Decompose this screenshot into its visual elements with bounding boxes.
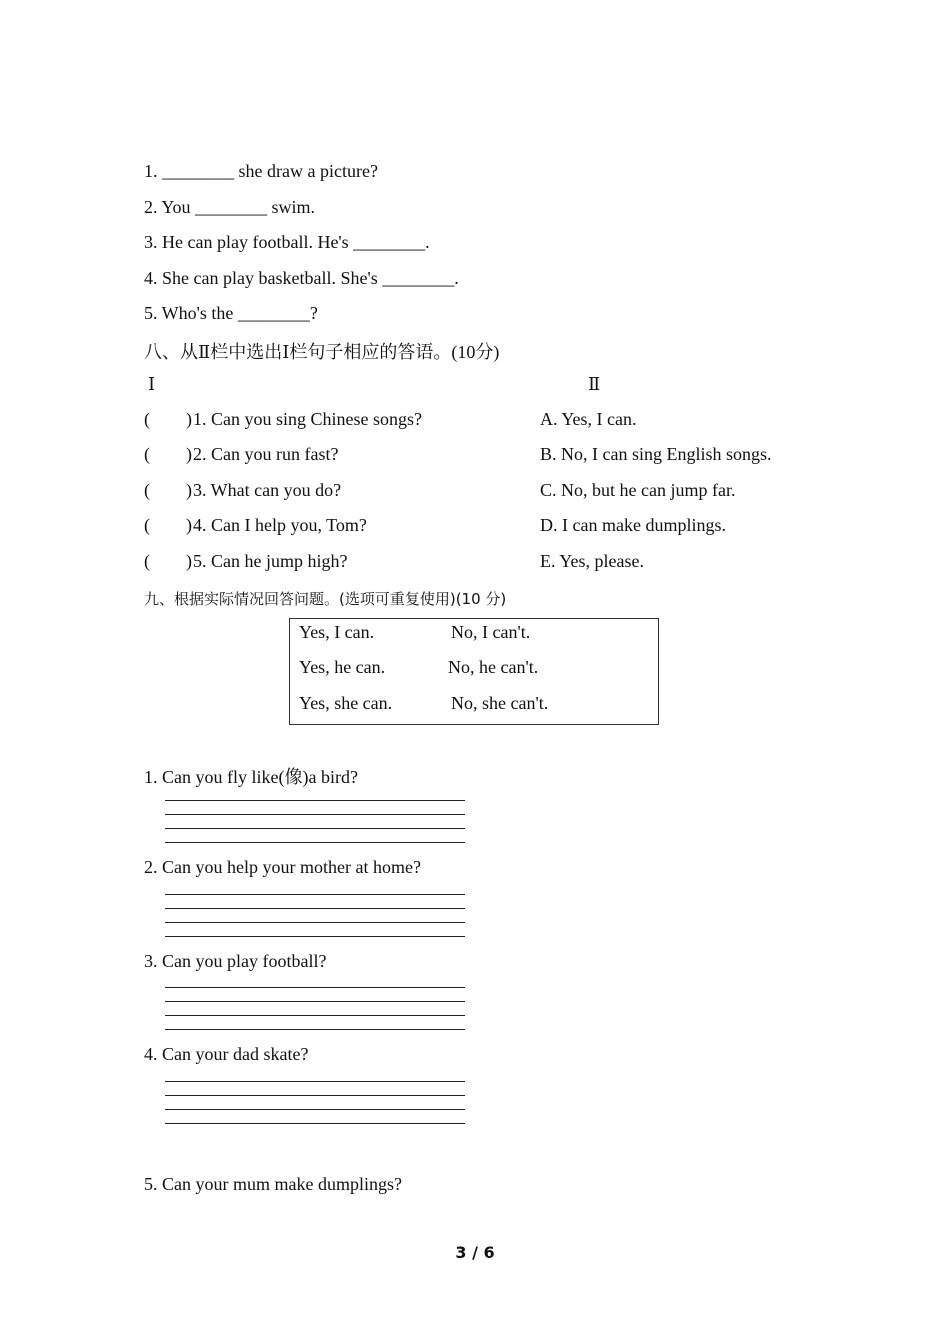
blank-item-5: 5. Who's the ________? [144,303,318,323]
match-answer-d: D. I can make dumplings. [540,515,726,535]
writing-line [165,922,465,923]
column-2-header: Ⅱ [588,374,601,394]
options-box [289,618,659,725]
match-question-5: 5. Can he jump high? [193,551,348,571]
page-number: 3 / 6 [455,1243,495,1262]
writing-line [165,814,465,815]
match-answer-b: B. No, I can sing English songs. [540,444,772,464]
writing-line [165,1095,465,1096]
writing-line [165,828,465,829]
section9-heading: 九、根据实际情况回答问题。(选项可重复使用)(10 分) [144,590,507,608]
writing-line [165,1029,465,1030]
option-yes-she: Yes, she can. [299,693,393,713]
paren-open: ( [144,409,150,429]
match-question-1: 1. Can you sing Chinese songs? [193,409,422,429]
match-answer-a: A. Yes, I can. [540,409,637,429]
option-yes-i: Yes, I can. [299,622,375,642]
answer-question-4: 4. Can your dad skate? [144,1044,309,1064]
blank-item-4: 4. She can play basketball. She's ________. [144,268,459,288]
paren-close: ) [186,515,192,535]
match-question-3: 3. What can you do? [193,480,342,500]
writing-line [165,1109,465,1110]
paren-close: ) [186,409,192,429]
column-1-header: Ⅰ [148,374,156,394]
writing-line [165,987,465,988]
option-no-he: No, he can't. [448,657,539,677]
blank-item-2: 2. You ________ swim. [144,197,316,217]
writing-line [165,1001,465,1002]
paren-open: ( [144,551,150,571]
option-yes-he: Yes, he can. [299,657,386,677]
paren-open: ( [144,444,150,464]
answer-question-3: 3. Can you play football? [144,951,327,971]
paren-open: ( [144,480,150,500]
paren-open: ( [144,515,150,535]
writing-line [165,936,465,937]
match-question-2: 2. Can you run fast? [193,444,339,464]
writing-line [165,842,465,843]
answer-question-5: 5. Can your mum make dumplings? [144,1174,402,1194]
paren-close: ) [186,480,192,500]
writing-line [165,894,465,895]
writing-line [165,908,465,909]
answer-question-2: 2. Can you help your mother at home? [144,857,421,877]
match-question-4: 4. Can I help you, Tom? [193,515,367,535]
writing-line [165,1015,465,1016]
match-answer-e: E. Yes, please. [540,551,644,571]
option-no-i: No, I can't. [451,622,531,642]
writing-line [165,1081,465,1082]
answer-question-1: 1. Can you fly like(像)a bird? [144,767,358,787]
section8-heading: 八、从Ⅱ栏中选出Ⅰ栏句子相应的答语。(10分) [144,342,500,362]
option-no-she: No, she can't. [451,693,549,713]
match-answer-c: C. No, but he can jump far. [540,480,736,500]
writing-line [165,800,465,801]
paren-close: ) [186,551,192,571]
writing-line [165,1123,465,1124]
paren-close: ) [186,444,192,464]
blank-item-3: 3. He can play football. He's ________. [144,232,430,252]
blank-item-1: 1. ________ she draw a picture? [144,161,378,181]
